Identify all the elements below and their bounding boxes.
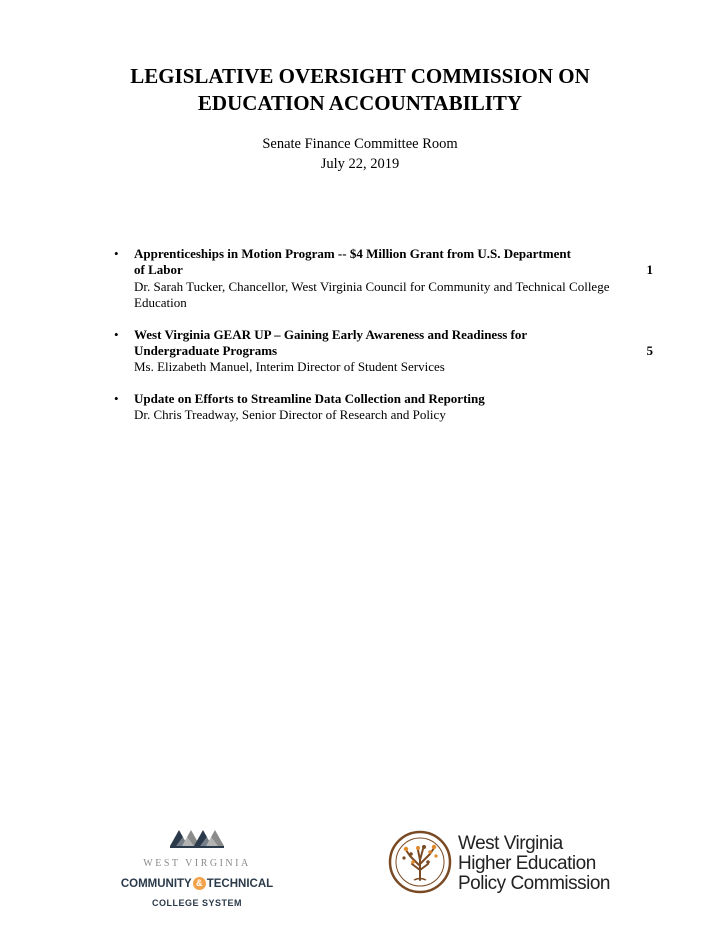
title-line-2: EDUCATION ACCOUNTABILITY [197,91,523,115]
hepc-logo [388,830,628,902]
meeting-location: Senate Finance Committee Room [262,136,458,152]
tree-seal-icon [388,830,452,894]
hepc-logo-line-2: Higher Education [458,853,596,874]
agenda-item-title [134,391,620,407]
hepc-logo-line-3: Policy Commission [458,873,610,894]
meeting-date: July 22, 2019 [320,156,400,172]
document-title [60,63,660,117]
agenda-item-title [134,246,620,279]
agenda-list [0,246,720,439]
agenda-item-presenter: Ms. Elizabeth Manuel, Interim Director of Student Services [134,359,445,375]
agenda-item-title-line-2: Undergraduate Programs [134,343,278,359]
agenda-item [0,391,720,424]
agenda-item-title-line-1: West Virginia GEAR UP – Gaining Early Awareness and Readiness for [134,326,528,342]
agenda-item [0,327,720,376]
agenda-item-title-line-2: of Labor [134,262,183,278]
bullet-icon: • [114,326,119,342]
ctcs-logo-line-1: WEST VIRGINIA [143,858,251,869]
hepc-logo-line-1: West Virginia [458,833,563,854]
agenda-item [0,246,720,312]
meeting-info [60,134,660,174]
agenda-item-body [134,391,620,424]
bullet-icon: • [114,246,119,261]
agenda-item-title-line-1: Update on Efforts to Streamline Data Collection and Reporting [134,390,485,406]
ctcs-logo-line-2 [108,877,286,890]
agenda-item-presenter: Dr. Chris Treadway, Senior Director of Research and Policy [134,407,446,423]
ctcs-logo-technical: TECHNICAL [206,878,274,890]
agenda-item-body [134,246,620,312]
agenda-item-title-line-1: Apprenticeships in Motion Program -- $4 Million Grant from U.S. Department [134,246,571,261]
ctcs-logo-community: COMMUNITY [120,878,192,890]
agenda-item-page-number: 1 [646,262,653,278]
agenda-item-body [134,327,620,376]
ctcs-logo [108,826,286,914]
ctcs-logo-line-3: COLLEGE SYSTEM [151,898,242,908]
bullet-icon: • [114,390,119,406]
ampersand-badge: & [193,877,206,890]
title-line-1: LEGISLATIVE OVERSIGHT COMMISSION ON [130,64,590,88]
agenda-item-title [134,327,620,360]
agenda-item-page-number: 5 [646,343,653,359]
agenda-item-presenter: Dr. Sarah Tucker, Chancellor, West Virginia Council for Community and Technical College Education [134,278,610,311]
hepc-logo-text [458,834,610,894]
mountain-icon [170,826,224,852]
